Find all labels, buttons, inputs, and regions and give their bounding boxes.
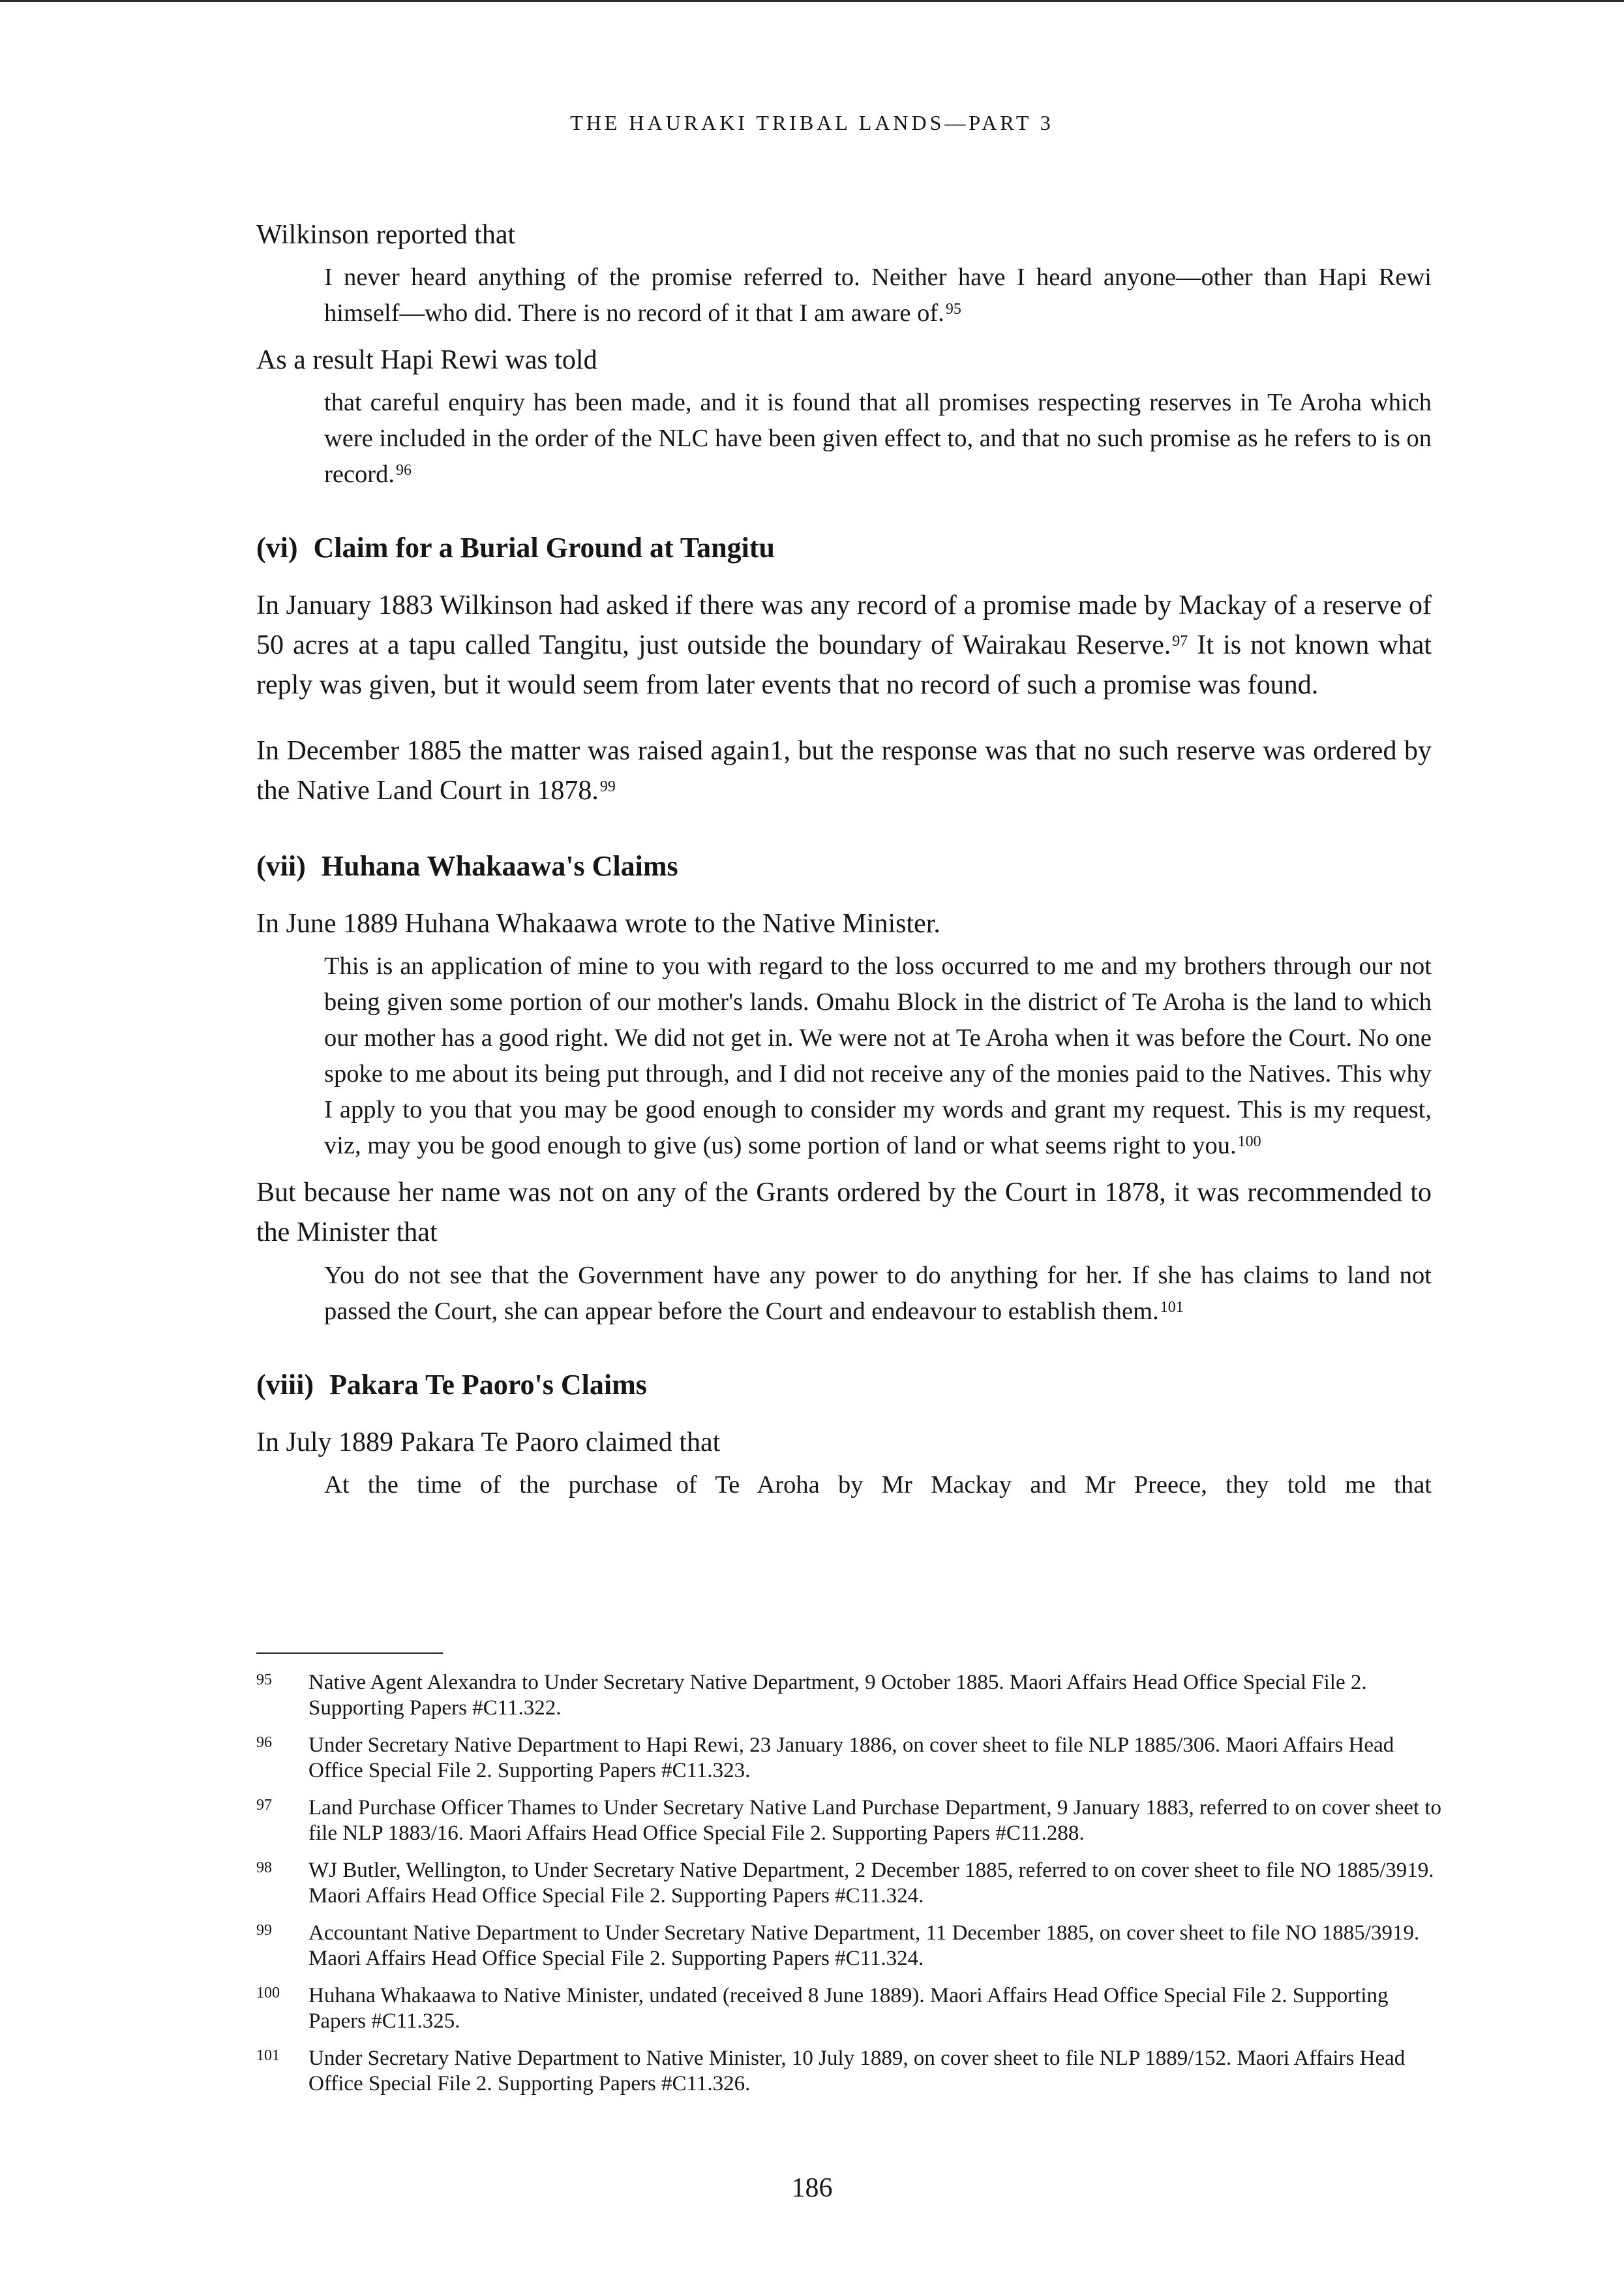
block-quote-wilkinson bbox=[256, 260, 1432, 331]
footnote-number: 97 bbox=[256, 1797, 272, 1814]
top-rule bbox=[0, 0, 1624, 2]
block-quote-text: I never heard anything of the promise referred to. Neither have I heard anyone—other than Hapi Rewi himself—who did. There is no record of it that I am aware of. bbox=[324, 264, 1432, 327]
section-heading-pakara-te-paoro bbox=[256, 1365, 1432, 1405]
section-heading-huhana-whakaawa bbox=[256, 847, 1432, 886]
block-quote-government-power bbox=[256, 1258, 1432, 1330]
main-content bbox=[256, 215, 1432, 1503]
section-number: (viii) bbox=[256, 1369, 314, 1401]
footnote-101 bbox=[256, 2046, 1450, 2097]
footnotes bbox=[256, 1670, 1450, 2109]
footnote-number: 101 bbox=[256, 2047, 280, 2064]
section-title: Huhana Whakaawa's Claims bbox=[321, 850, 678, 882]
block-quote-purchase-te-aroha: At the time of the purchase of Te Aroha by Mr Mackay and Mr Preece, they told me that bbox=[324, 1471, 1432, 1499]
footnote-100 bbox=[256, 1983, 1450, 2034]
block-quote-text: You do not see that the Government have any power to do anything for her. If she has claims to land not passed the Court, she can appear before the Court and endeavour to establish them. bbox=[324, 1262, 1432, 1325]
block-quote-text: This is an application of mine to you with regard to the loss occurred to me and my brothers through our not being given some portion of our mother's lands. Omahu Block in the district of Te Aroha is the land to which our mother has a good right. We did not get in. We were not at Te Aroha when it was before the Court. No one spoke to me about its being put through, and I did not receive any of the monies paid to the Natives. This why I apply to you that you may be good enough to consider my words and grant my request. This is my request, viz, may you be good enough to give (us) some portion of land or what seems right to you. bbox=[324, 952, 1432, 1159]
footnote-number: 99 bbox=[256, 1922, 272, 1939]
paragraph-text: In December 1885 the matter was raised again bbox=[256, 736, 770, 766]
footnote-text: Native Agent Alexandra to Under Secretary Native Department, 9 October 1885. Maori Affairs Head Office Special File 2. Supporting Papers #C11.322. bbox=[308, 1671, 1367, 1720]
footnote-99 bbox=[256, 1921, 1450, 1972]
footnote-text: Accountant Native Department to Under Secretary Native Department, 11 December 1885, on cover sheet to file NO 1885/3919. Maori Affairs Head Office Special File 2. Supporting Papers #C11.324. bbox=[308, 1921, 1420, 1970]
footnote-text: Under Secretary Native Department to Native Minister, 10 July 1889, on cover sheet to file NLP 1889/152. Maori Affairs Head Office Special File 2. Supporting Papers #C11.326. bbox=[308, 2047, 1406, 2095]
footnote-text: WJ Butler, Wellington, to Under Secretary Native Department, 2 December 1885, referred to on cover sheet to file NO 1885/3919. Maori Affairs Head Office Special File 2. Supporting Papers #C11.324. bbox=[308, 1859, 1434, 1908]
footnote-98 bbox=[256, 1858, 1450, 1909]
paragraph-wilkinson-reported: Wilkinson reported that bbox=[256, 220, 516, 250]
footnote-95 bbox=[256, 1670, 1450, 1721]
paragraph-text: , but the response was that no such reserve was ordered by the Native Land Court in 1878. bbox=[256, 736, 1432, 806]
section-number: (vii) bbox=[256, 850, 306, 882]
block-quote-enquiry bbox=[256, 385, 1432, 493]
footnote-text: Under Secretary Native Department to Hapi Rewi, 23 January 1886, on cover sheet to file NLP 1885/306. Maori Affairs Head Office Special File 2. Supporting Papers #C11.323. bbox=[308, 1733, 1394, 1782]
footnote-ref-101[interactable]: 101 bbox=[1160, 1299, 1184, 1316]
paragraph-recommended-to-minister: But because her name was not on any of the Grants ordered by the Court in 1878, it was recommended to the Minister that bbox=[256, 1178, 1432, 1247]
block-quote-huhana-letter bbox=[256, 949, 1432, 1164]
section-title: Claim for a Burial Ground at Tangitu bbox=[313, 532, 775, 564]
paragraph-july-1889: In July 1889 Pakara Te Paoro claimed that bbox=[256, 1427, 721, 1457]
footnote-ref-96[interactable]: 96 bbox=[395, 462, 412, 479]
footnote-ref-97[interactable]: 97 bbox=[1172, 633, 1188, 650]
footnote-ref-99[interactable]: 99 bbox=[599, 778, 616, 795]
paragraph-january-1883 bbox=[256, 586, 1432, 705]
section-number: (vi) bbox=[256, 532, 298, 564]
footnote-97 bbox=[256, 1795, 1450, 1846]
footnote-number: 95 bbox=[256, 1671, 272, 1688]
paragraph-hapi-rewi-told: As a result Hapi Rewi was told bbox=[256, 345, 597, 375]
footnote-text: Huhana Whakaawa to Native Minister, undated (received 8 June 1889). Maori Affairs Head Office Special File 2. Supporting Papers #C11.325. bbox=[308, 1984, 1389, 2033]
footnote-ref-100[interactable]: 100 bbox=[1237, 1133, 1261, 1150]
block-quote-text: that careful enquiry has been made, and it is found that all promises respecting reserves in Te Aroha which were included in the order of the NLC have been given effect to, and that no such promise as he refers to is on record. bbox=[324, 389, 1432, 488]
paragraph-text: In January 1883 Wilkinson had asked if there was any record of a promise made by Mackay of a reserve of 50 acres at a tapu called Tangitu, just outside the boundary of Wairakau Reserve. bbox=[256, 590, 1432, 660]
footnote-number: 96 bbox=[256, 1734, 272, 1751]
footnote-96 bbox=[256, 1733, 1450, 1784]
footnote-ref-95[interactable]: 95 bbox=[945, 301, 961, 318]
paragraph-june-1889: In June 1889 Huhana Whakaawa wrote to the Native Minister. bbox=[256, 909, 940, 939]
section-heading-burial-ground bbox=[256, 528, 1432, 568]
paragraph-text: It is not known what reply was given, but it would seem from later events that no record of such a promise was found. bbox=[256, 630, 1432, 700]
page-number: 186 bbox=[791, 2173, 833, 2203]
footnote-number: 100 bbox=[256, 1985, 280, 2002]
inline-footnote-mark: 1 bbox=[770, 736, 784, 766]
paragraph-december-1885 bbox=[256, 731, 1432, 811]
running-head: THE HAURAKI TRIBAL LANDS—PART 3 bbox=[570, 111, 1054, 134]
section-title: Pakara Te Paoro's Claims bbox=[329, 1369, 647, 1401]
footnote-separator bbox=[256, 1652, 443, 1654]
footnote-text: Land Purchase Officer Thames to Under Secretary Native Land Purchase Department, 9 January 1883, referred to on cover sheet to file NLP 1883/16. Maori Affairs Head Office Special File 2. Supporting Papers #C11.288. bbox=[308, 1796, 1442, 1845]
footnote-number: 98 bbox=[256, 1859, 272, 1876]
